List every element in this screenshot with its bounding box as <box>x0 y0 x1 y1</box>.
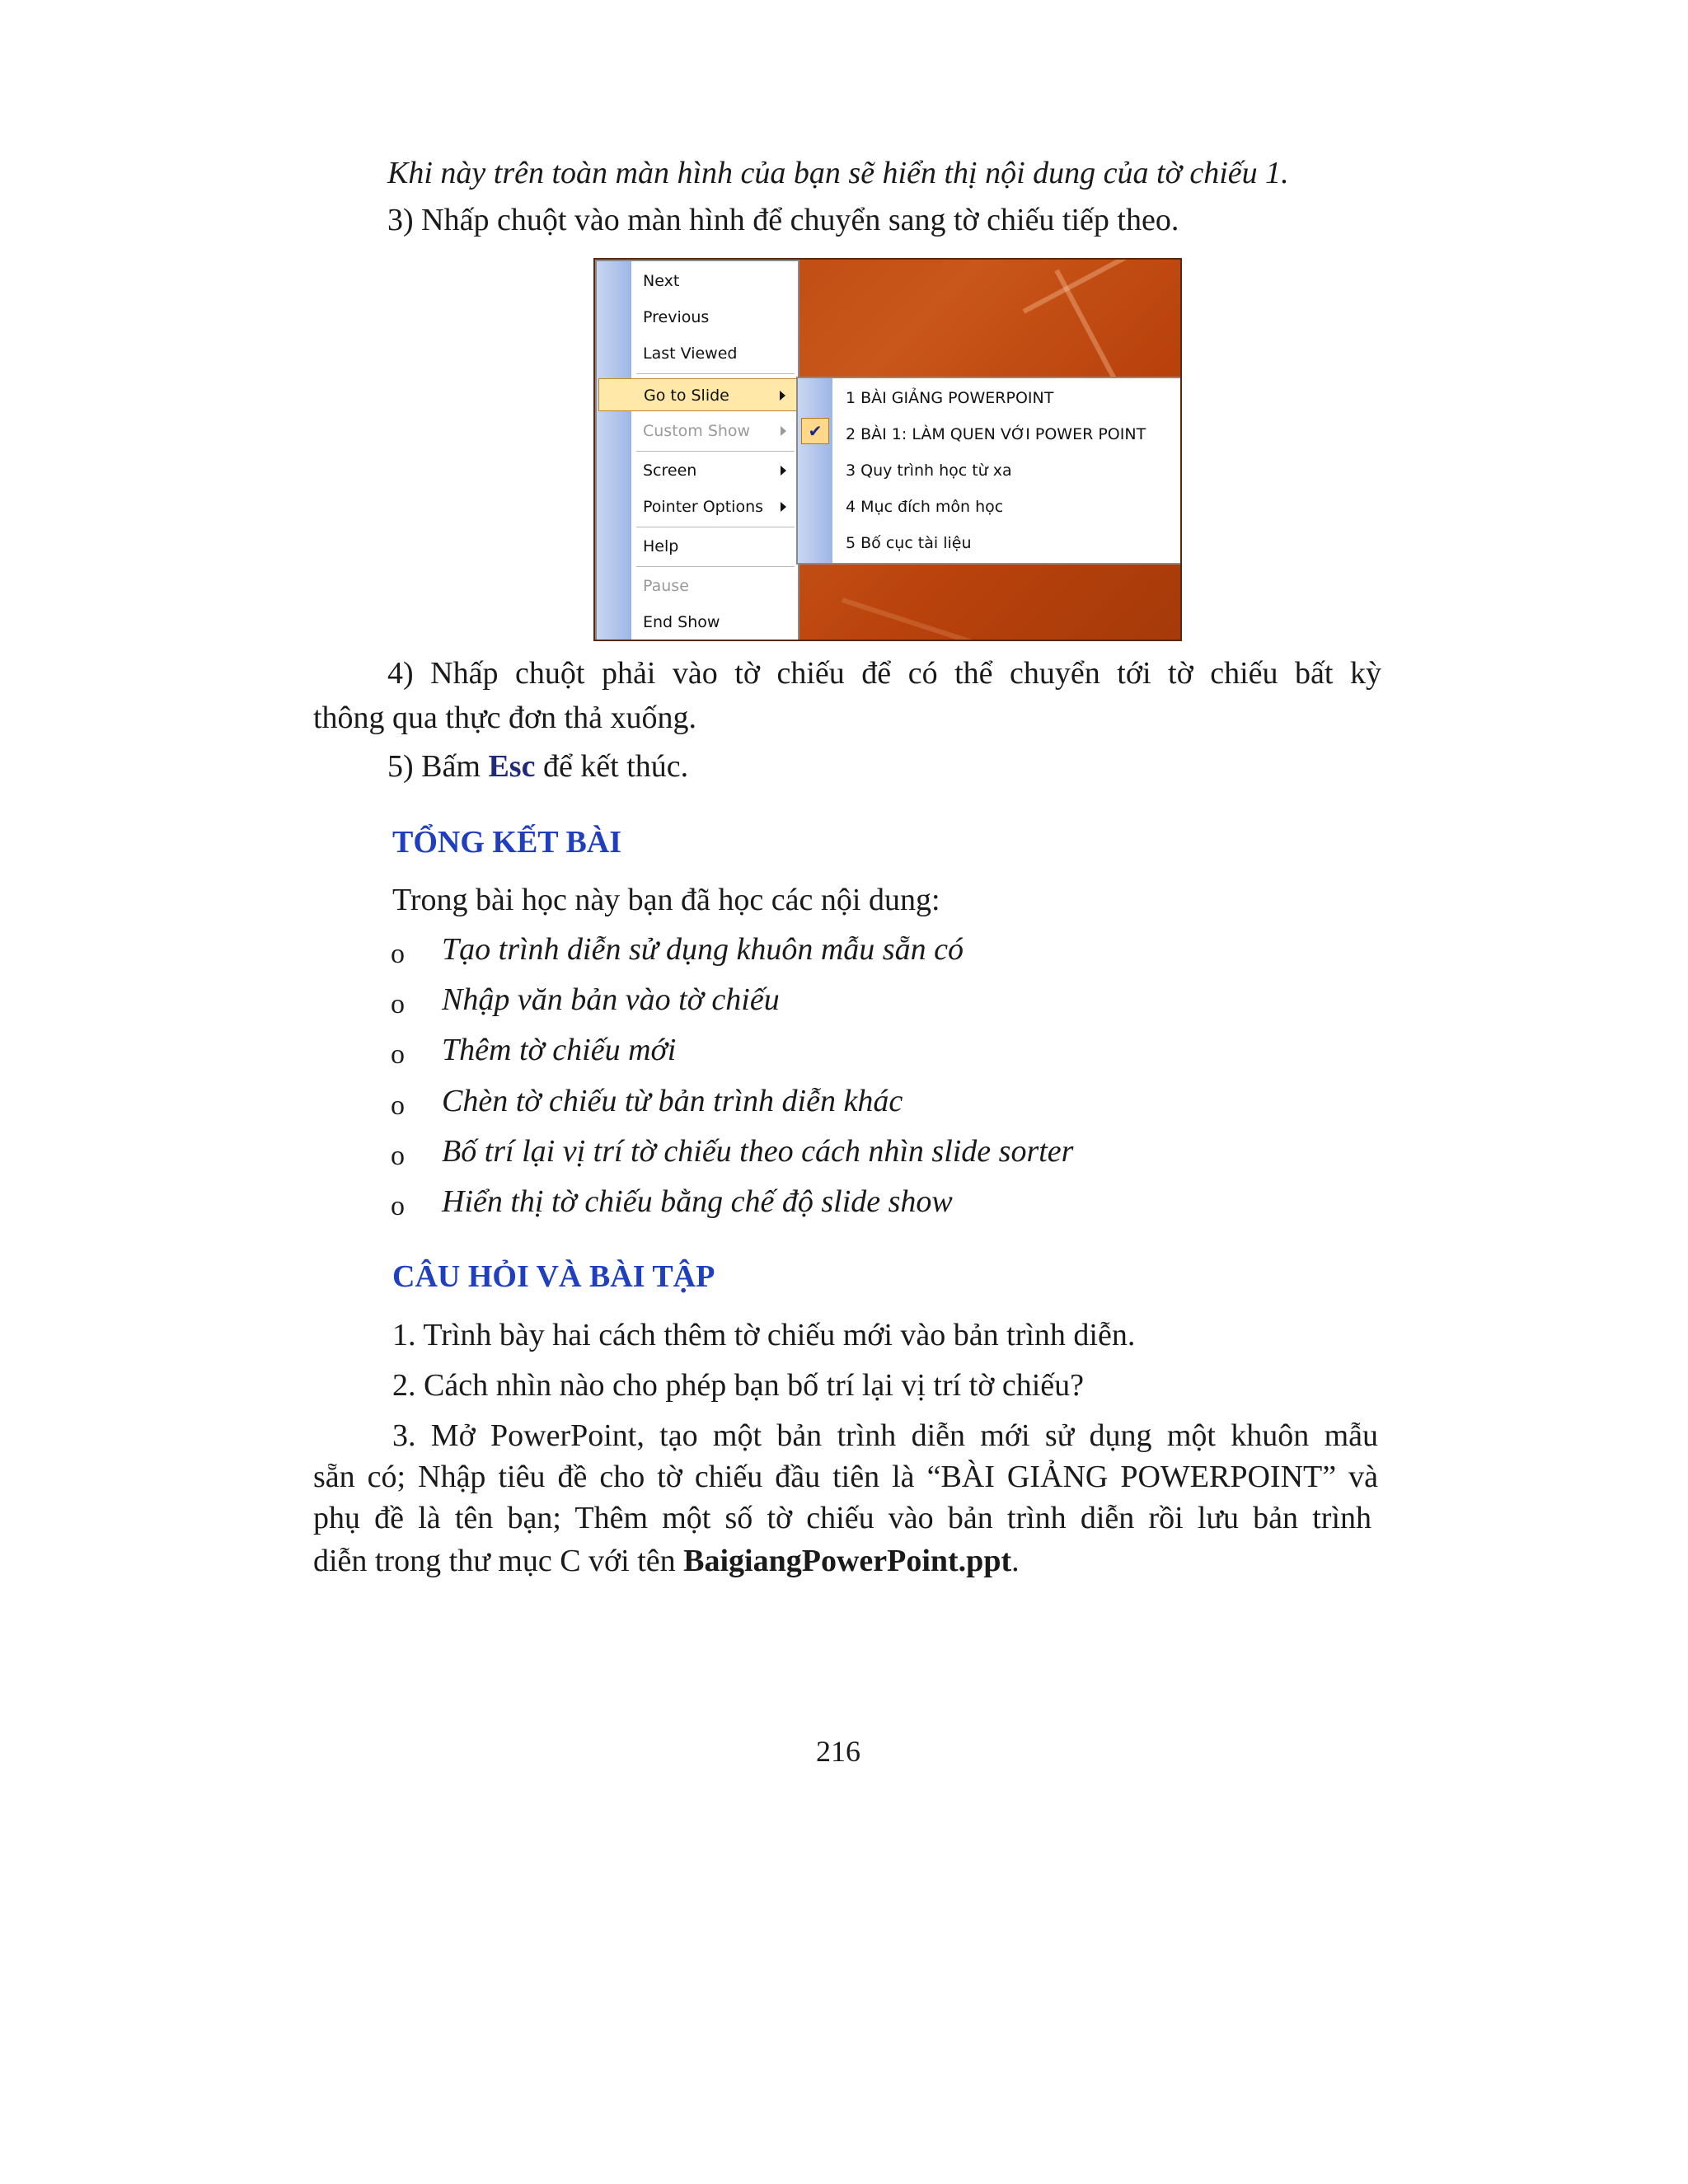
bullet-marker: o <box>391 939 405 969</box>
submenu-arrow-icon <box>781 426 786 436</box>
menu-separator <box>636 566 795 567</box>
menu-item-help[interactable]: Help <box>643 537 679 555</box>
menu-item-pointer-options[interactable]: Pointer Options <box>631 490 798 523</box>
questions-heading: CÂU HỎI VÀ BÀI TẬP <box>392 1259 715 1294</box>
question-2: 2. Cách nhìn nào cho phép bạn bố trí lại vị trí tờ chiếu? <box>392 1368 1084 1403</box>
summary-bullet: Bố trí lại vị trí tờ chiếu theo cách nhìn slide sorter <box>442 1134 1074 1169</box>
menu-item-screen[interactable]: Screen <box>631 454 798 487</box>
submenu-sidebar <box>798 378 832 563</box>
slideshow-context-menu-screenshot <box>593 258 1182 641</box>
submenu-slide-2[interactable]: 2 BÀI 1: LÀM QUEN VỚI POWER POINT <box>846 425 1146 443</box>
summary-bullet: Chèn tờ chiếu từ bản trình diễn khác <box>442 1084 903 1118</box>
step-3: 3) Nhấp chuột vào màn hình để chuyển sang tờ chiếu tiếp theo. <box>387 203 1179 237</box>
summary-intro: Trong bài học này bạn đã học các nội dung: <box>392 883 940 917</box>
bullet-marker: o <box>391 989 405 1019</box>
summary-heading: TỔNG KẾT BÀI <box>392 825 622 860</box>
checkmark-icon: ✔ <box>801 418 829 444</box>
summary-bullet: Tạo trình diễn sử dụng khuôn mẫu sẵn có <box>442 932 964 967</box>
step-4-line-1: 4) Nhấp chuột phải vào tờ chiếu để có thể chuyển tới tờ chiếu bất kỳ <box>387 656 1381 691</box>
submenu-arrow-icon <box>781 466 786 476</box>
menu-sidebar <box>597 261 631 640</box>
page-number: 216 <box>816 1735 860 1768</box>
filename: BaigiangPowerPoint.ppt <box>683 1544 1012 1578</box>
question-3-line-1: 3. Mở PowerPoint, tạo một bản trình diễn mới sử dụng một khuôn mẫu <box>392 1418 1378 1453</box>
summary-bullet: Nhập văn bản vào tờ chiếu <box>442 982 780 1017</box>
summary-bullet: Thêm tờ chiếu mới <box>442 1033 677 1067</box>
intro-line: Khi này trên toàn màn hình của bạn sẽ hiển thị nội dung của tờ chiếu 1. <box>387 156 1289 190</box>
bullet-marker: o <box>391 1039 405 1070</box>
question-1: 1. Trình bày hai cách thêm tờ chiếu mới vào bản trình diễn. <box>392 1318 1136 1352</box>
go-to-slide-submenu <box>796 377 1182 565</box>
menu-item-pause[interactable]: Pause <box>643 577 689 595</box>
submenu-slide-1[interactable]: 1 BÀI GIẢNG POWERPOINT <box>846 389 1054 407</box>
submenu-slide-4[interactable]: 4 Mục đích môn học <box>846 498 1004 516</box>
menu-separator <box>636 451 795 452</box>
menu-item-end-show[interactable]: End Show <box>643 613 720 631</box>
bullet-marker: o <box>391 1191 405 1221</box>
submenu-arrow-icon <box>781 502 786 512</box>
summary-bullet: Hiển thị tờ chiếu bằng chế độ slide show <box>442 1184 953 1219</box>
menu-item-next[interactable]: Next <box>643 272 680 290</box>
question-3-line-2: sẵn có; Nhập tiêu đề cho tờ chiếu đầu tiên là “BÀI GIẢNG POWERPOINT” và <box>313 1460 1378 1494</box>
submenu-arrow-icon <box>780 391 785 401</box>
question-3-line-4: diễn trong thư mục C với tên BaigiangPowerPoint.ppt. <box>313 1544 1020 1578</box>
menu-item-custom-show[interactable]: Custom Show <box>631 415 798 448</box>
menu-item-go-to-slide[interactable]: Go to Slide <box>598 378 798 411</box>
submenu-slide-3[interactable]: 3 Quy trình học từ xa <box>846 462 1012 480</box>
step-5: 5) Bấm Esc để kết thúc. <box>387 749 689 784</box>
bullet-marker: o <box>391 1090 405 1121</box>
step-4-line-2: thông qua thực đơn thả xuống. <box>313 701 696 735</box>
menu-item-last-viewed[interactable]: Last Viewed <box>643 344 738 363</box>
context-menu <box>595 260 799 641</box>
submenu-slide-5[interactable]: 5 Bố cục tài liệu <box>846 534 972 552</box>
question-3-line-3: phụ đề là tên bạn; Thêm một số tờ chiếu vào bản trình diễn rồi lưu bản trình <box>313 1501 1372 1535</box>
menu-separator <box>636 373 795 374</box>
menu-item-previous[interactable]: Previous <box>643 308 710 326</box>
esc-key-label: Esc <box>488 749 536 784</box>
bullet-marker: o <box>391 1141 405 1171</box>
